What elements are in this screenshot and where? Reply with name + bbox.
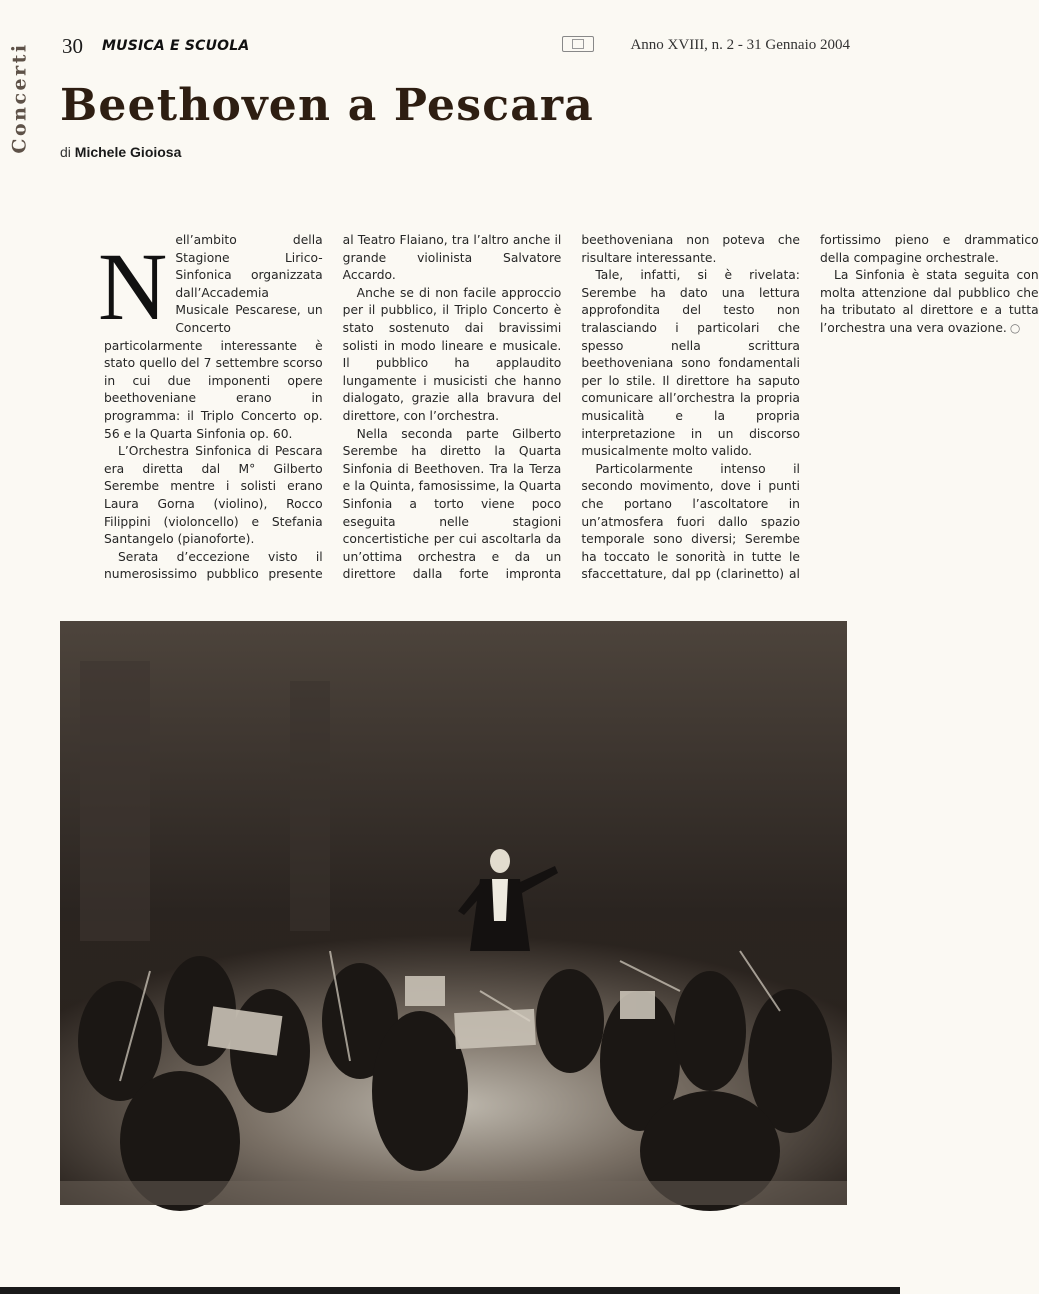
paragraph: Particolarmente intenso il secondo movimento, dove i punti che portano l’ascoltatore in un’atmosfera fuori dallo spazio temporale sono diversi; Serembe ha toccato le sonorità in tutte le sfaccettature, dal pp (clarinetto) al fortissimo pieno e drammatico della compagine orchestrale. bbox=[581, 233, 1039, 582]
drop-cap: N bbox=[98, 233, 168, 340]
page-number: 30 bbox=[62, 34, 83, 58]
orchestra-conductor-photo bbox=[60, 621, 847, 1205]
magazine-logo-icon bbox=[562, 36, 594, 52]
paragraph: Tale, infatti, si è rivelata: Serembe ha dato una lettura approfondita del testo non tralasciando i particolari che spesso nella scrittura beethoveniana sono fondamentali per lo stile. Il direttore ha saputo comunicare all’orchestra la propria musicalità e la propria interpretazione in un discorso musicalmente molto valido. bbox=[581, 268, 800, 459]
issue-info: Anno XVIII, n. 2 - 31 Gennaio 2004 bbox=[630, 37, 850, 53]
paragraph: Nella seconda parte Gilberto Serembe ha diretto la Quarta Sinfonia di Beethoven. Tra la Terza e la Quinta, famosissime, la Quarta Sinfonia a torto viene poco eseguita nelle stagioni concertistiche per cui ascoltarla da un’ottima orchestra e da un direttore dalla forte impronta beethoveniana non poteva che risultare interessante. bbox=[342, 233, 800, 582]
paragraph: Serata d’eccezione visto il numerosissimo pubblico presente al Teatro Flaiano, tra l’altro anche il grande violinista Salvatore Accardo. bbox=[104, 233, 562, 582]
paragraph: Nell’ambito della Stagione Lirico-Sinfonica organizzata dall’Accademia Musicale Pescarese, un Concerto particolarmente interessante è stato quello del 7 settembre scorso in cui due imponenti opere beethoveniane erano in programma: il Triplo Concerto op. 56 e la Quarta Sinfonia op. 60. bbox=[98, 233, 323, 441]
paragraph: L’Orchestra Sinfonica di Pescara era diretta dal M° Gilberto Serembe mentre i solisti erano Laura Gorna (violino), Rocco Filippini (violoncello) e Stefania Santangelo (pianoforte). bbox=[104, 444, 323, 547]
author-name: Michele Gioiosa bbox=[74, 144, 182, 160]
page-footer-bar bbox=[0, 1287, 900, 1294]
magazine-name: MUSICA E SCUOLA bbox=[102, 38, 250, 54]
orchestra-photo bbox=[60, 621, 847, 1205]
section-tab bbox=[8, 22, 32, 174]
paragraph: Anche se di non facile approccio per il pubblico, il Triplo Concerto è stato sostenuto dai bravissimi solisti in modo lineare e musicale. Il pubblico ha applaudito lungamente i musicisti che hanno dialogato, grazie alla bravura del direttore, con l’orchestra. bbox=[342, 285, 562, 423]
article-title: Beethoven a Pescara bbox=[60, 80, 594, 131]
section-tab-label: Concerti bbox=[9, 42, 31, 154]
article-body bbox=[98, 232, 1039, 596]
page-header bbox=[62, 34, 850, 58]
end-mark-icon: ○ bbox=[1009, 320, 1021, 335]
byline-prefix: di bbox=[60, 144, 71, 160]
byline bbox=[60, 144, 181, 160]
paragraph: La Sinfonia è stata seguita con molta attenzione dal pubblico che ha tributato al direttore e a tutta l’orchestra una vera ovazione. ○ bbox=[819, 268, 1039, 335]
